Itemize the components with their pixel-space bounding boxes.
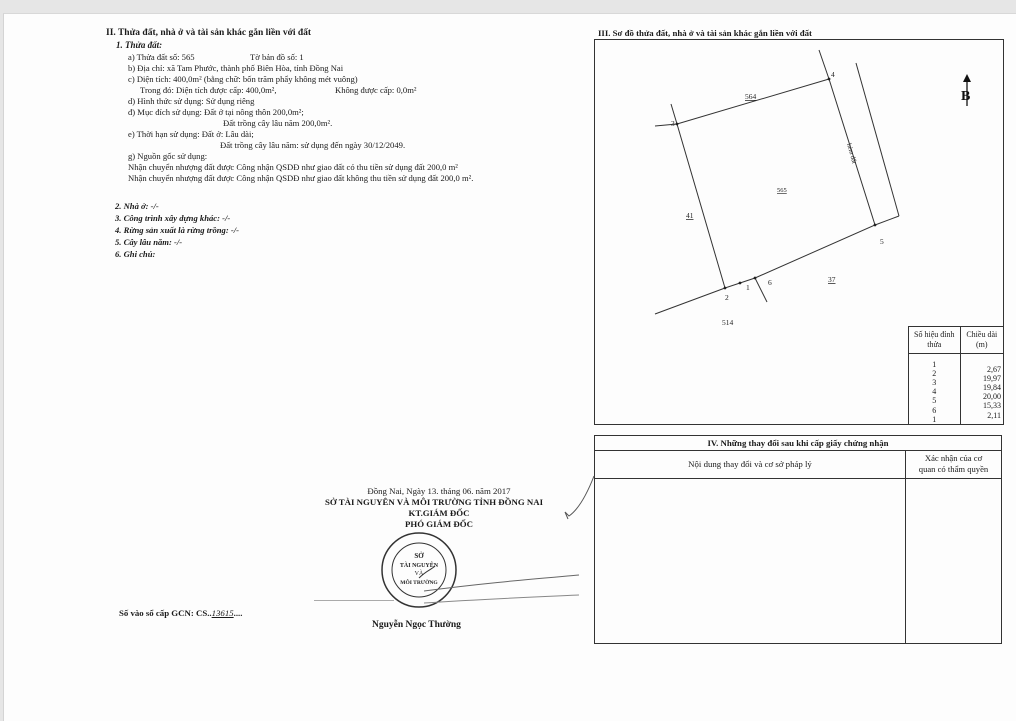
edge-length-table: [908, 326, 1004, 425]
vertex-id: 3: [932, 377, 937, 387]
signature-strokes: [424, 569, 584, 609]
item-notes: 6. Ghi chú:: [115, 249, 156, 259]
vertex-header: Số hiệu đỉnh thửa: [909, 326, 961, 353]
north-arrow-icon: [961, 74, 971, 106]
edge-length: 19,97: [983, 373, 1001, 383]
item-house: 2. Nhà ở: -/-: [115, 201, 159, 211]
issue-date: Đồng Nai, Ngày 13. tháng 06. năm 2017: [367, 486, 511, 496]
registry-value: 13615: [211, 608, 234, 618]
map-sheet-number: Tờ bản đồ số: 1: [250, 52, 304, 62]
vertex-id: 1: [932, 359, 937, 369]
address: b) Địa chỉ: xã Tam Phước, thành phố Biên Hòa, tỉnh Đồng Nai: [128, 63, 344, 73]
edge-length: 20,00: [983, 392, 1001, 402]
area-not-granted: Không được cấp: 0,0m²: [335, 85, 417, 95]
svg-text:5: 5: [880, 237, 884, 246]
parcel-diagram: [594, 39, 1004, 425]
edge-length: 15,33: [983, 401, 1001, 411]
vertex-column: [909, 353, 961, 424]
svg-text:3: 3: [671, 119, 675, 128]
authority-confirmation-header: [906, 451, 1001, 478]
usage-term: e) Thời hạn sử dụng: Đất ở: Lâu dài;: [128, 129, 254, 139]
signer-name: Nguyễn Ngọc Thường: [372, 620, 461, 630]
section-iv-title: IV. Những thay đổi sau khi cấp giấy chứng nhận: [595, 436, 1001, 451]
signer-role-2: PHÓ GIÁM ĐỐC: [405, 519, 473, 529]
item-perennial-trees: 5. Cây lâu năm: -/-: [115, 237, 183, 247]
registry-label: Số vào sổ cấp GCN: CS..: [119, 608, 212, 618]
section-iii-title: III. Sơ đồ thửa đất, nhà ở và tài sản khác gắn liền với đất: [598, 28, 812, 38]
edge-length: 2,11: [987, 410, 1001, 420]
origin-line-1: Nhận chuyển nhượng đất được Công nhận QSDĐ như giao đất có thu tiền sử dụng đất 200,0 m²: [128, 162, 458, 172]
svg-text:37: 37: [828, 275, 836, 284]
authority-header-line-2: quan có thẩm quyền: [918, 464, 989, 474]
registry-suffix: ....: [233, 608, 243, 618]
svg-text:B: B: [961, 89, 971, 104]
item-planted-forest: 4. Rừng sản xuất là rừng trồng: -/-: [115, 225, 239, 235]
vertex-id: 5: [932, 396, 937, 406]
svg-text:1: 1: [746, 283, 750, 292]
vertex-id: 4: [932, 387, 937, 397]
registry-number: [119, 608, 242, 618]
authority-header-line-1: Xác nhận của cơ: [924, 453, 983, 463]
length-column: [960, 353, 1003, 424]
change-content-header: Nội dung thay đổi và cơ sở pháp lý: [595, 451, 906, 478]
item-other-construction: 3. Công trình xây dựng khác: -/-: [115, 213, 231, 223]
length-header: Chiều dài (m): [960, 326, 1003, 353]
area-granted: Trong đó: Diện tích được cấp: 400,0m²,: [140, 85, 277, 95]
signature-baseline: [314, 600, 394, 601]
authority-confirmation-cell: [906, 479, 1001, 644]
section-ii-title: II. Thửa đất, nhà ở và tài sản khác gắn liền với đất: [106, 28, 312, 38]
certificate-page: [3, 13, 1016, 721]
vertex-id: 1: [932, 414, 937, 424]
svg-text:VÀ: VÀ: [414, 571, 424, 577]
svg-text:TÀI NGUYÊN: TÀI NGUYÊN: [399, 563, 439, 569]
svg-text:564: 564: [745, 92, 757, 101]
change-content-cell: [595, 479, 906, 644]
usage-purpose-2: Đất trồng cây lâu năm 200,0m².: [223, 118, 333, 128]
signer-role-1: KT.GIÁM ĐỐC: [408, 508, 470, 518]
usage-purpose: đ) Mục đích sử dụng: Đất ở tại nông thôn 200,0m²;: [128, 107, 304, 117]
edge-length: 2,67: [987, 364, 1001, 374]
issuing-agency: SỞ TÀI NGUYÊN VÀ MÔI TRƯỜNG TỈNH ĐỒNG NAI: [325, 497, 543, 507]
signature-flourish: [559, 474, 599, 534]
svg-text:4: 4: [831, 70, 835, 79]
svg-text:MÔI TRƯỜNG: MÔI TRƯỜNG: [400, 580, 438, 586]
svg-text:565: 565: [777, 187, 787, 194]
changes-table: [594, 435, 1002, 644]
svg-text:41: 41: [686, 211, 694, 220]
svg-text:2: 2: [725, 293, 729, 302]
usage-form: d) Hình thức sử dụng: Sử dụng riêng: [128, 96, 255, 106]
vertex-id: 2: [932, 368, 937, 378]
svg-text:SỞ: SỞ: [414, 552, 424, 560]
area: c) Diện tích: 400,0m² (bằng chữ: bốn trăm phẩy không mét vuông): [128, 74, 358, 84]
vertex-id: 6: [932, 405, 937, 415]
usage-term-2: Đất trồng cây lâu năm: sử dụng đến ngày 30/12/2049.: [220, 140, 406, 150]
origin-heading: g) Nguồn gốc sử dụng:: [128, 151, 208, 161]
origin-line-2: Nhận chuyển nhượng đất được Công nhận QSDĐ như giao đất không thu tiền sử dụng đất 200,0 m².: [128, 173, 474, 183]
svg-text:hẻm đất: hẻm đất: [845, 142, 858, 165]
parcel-number: a) Thửa đất số: 565: [128, 52, 195, 62]
edge-length: 19,84: [983, 382, 1001, 392]
svg-text:514: 514: [722, 318, 734, 327]
svg-text:6: 6: [768, 278, 772, 287]
land-parcel-heading: 1. Thửa đất:: [116, 40, 163, 50]
